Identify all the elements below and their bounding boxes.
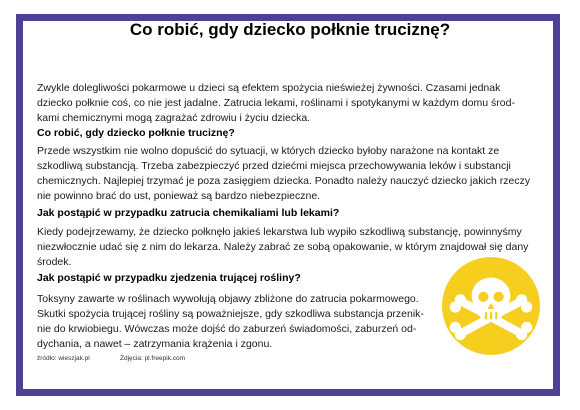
intro-paragraph: [37, 81, 515, 126]
page-title: Co robić, gdy dziecko połknie truciznę?: [129, 20, 451, 39]
section-paragraph: [37, 292, 437, 352]
intro-line: Zwykle dolegliwości pokarmowe u dzieci są efektem spożycia nieświeżej żywności. Czasami jednak: [37, 82, 501, 94]
intro-line: kami chemicznymi mogą zagrażać zdrowiu i życiu dziecka.: [37, 112, 311, 124]
section-heading: Co robić, gdy dziecko połknie truciznę?: [37, 127, 235, 139]
section-line: Toksyny zawarte w roślinach wywołują objawy zbliżone do zatrucia pokarmowego.: [37, 293, 419, 305]
section-line: szkodliwą substancją. Trzeba zabezpieczyć przed dziećmi miejsca przechowywania leków i substancji: [37, 160, 511, 172]
source-credit: źródło: wieszjak.pl: [37, 355, 90, 362]
section-heading: Jak postąpić w przypadku zatrucia chemikaliami lub lekami?: [37, 207, 340, 219]
section-paragraph: [37, 144, 531, 204]
section-line: dychania, a nawet – zatrzymania krążenia i zgonu.: [37, 338, 273, 350]
section-heading: Jak postąpić w przypadku zjedzenia trującej rośliny?: [37, 272, 301, 284]
skull-crossbones-icon: [440, 255, 542, 357]
section-line: Kiedy podejrzewamy, że dziecko połknęło jakieś lekarstwa lub wypiło szkodliwą substancję, powinnyśmy: [37, 226, 522, 238]
section-line: chemicznych. Najlepiej trzymać je poza zasięgiem dziecka. Ponadto należy nauczyć dziecko jakich rzeczy: [37, 175, 531, 187]
intro-line: dziecko połknie coś, co nie jest jadalne. Zatrucia lekami, roślinami i spotykanymi w każdym domu środ-: [37, 97, 515, 109]
section-line: nie do krwiobiegu. Wówczas może dojść do zaburzeń świadomości, zaburzeń od-: [37, 323, 417, 335]
section-line: środek.: [37, 256, 72, 268]
section-line: Przede wszystkim nie wolno dopuścić do sytuacji, w których dziecko byłoby narażone na kontakt ze: [37, 145, 500, 157]
section-line: niezwłocznie udać się z nim do lekarza. Należy zabrać ze sobą opakowanie, w którym znajdował się dany: [37, 241, 529, 253]
section-line: nie powinno brać do ust, ponieważ są bardzo niebezpieczne.: [37, 190, 321, 202]
photo-credit: Zdjęcia: pl.freepik.com: [120, 355, 186, 362]
section-line: Skutki spożycia trującej rośliny są poważniejsze, gdy szkodliwa substancja przenik-: [37, 308, 424, 320]
